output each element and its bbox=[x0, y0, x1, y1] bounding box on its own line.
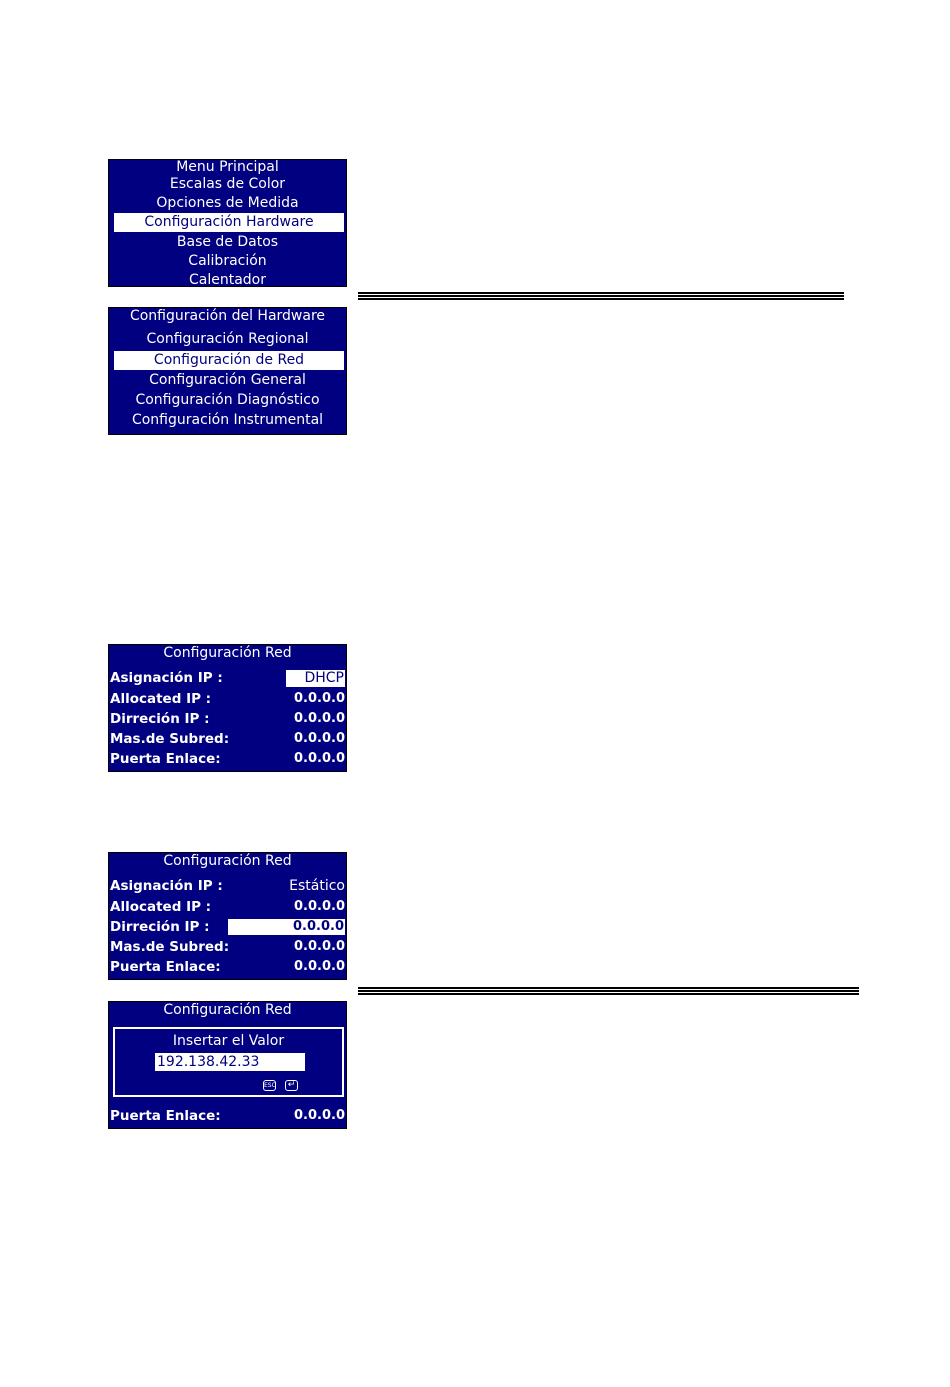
ip-assignment-value[interactable]: Estático bbox=[289, 878, 345, 894]
row-label: Puerta Enlace: bbox=[110, 1108, 221, 1124]
row-puerta-enlace[interactable] bbox=[110, 749, 345, 769]
row-label: Dirreción IP : bbox=[110, 919, 210, 935]
row-label: Puerta Enlace: bbox=[110, 751, 221, 767]
ip-assignment-value[interactable]: DHCP bbox=[286, 670, 345, 687]
row-label: Mas.de Subred: bbox=[110, 731, 230, 747]
row-direccion-ip[interactable] bbox=[110, 917, 345, 937]
row-value: 0.0.0.0 bbox=[294, 1108, 345, 1123]
row-allocated-ip[interactable] bbox=[110, 897, 345, 917]
ip-address-value[interactable]: 0.0.0.0 bbox=[228, 919, 345, 935]
row-label: Asignación IP : bbox=[110, 670, 223, 686]
screen-title: Configuración del Hardware bbox=[129, 308, 326, 324]
insert-value-dialog bbox=[113, 1027, 344, 1097]
ip-value-input[interactable]: 192.138.42.33 bbox=[155, 1053, 305, 1071]
screen-title: Configuración Red bbox=[163, 645, 292, 661]
row-value: 0.0.0.0 bbox=[294, 751, 345, 766]
row-puerta-enlace[interactable] bbox=[110, 1106, 345, 1126]
menu-item-configuracion-hardware[interactable]: Configuración Hardware bbox=[114, 213, 344, 232]
config-red-static-screen bbox=[108, 852, 347, 980]
row-value: 0.0.0.0 bbox=[294, 939, 345, 954]
row-value: 0.0.0.0 bbox=[294, 691, 345, 706]
row-label: Allocated IP : bbox=[110, 899, 212, 915]
row-label: Mas.de Subred: bbox=[110, 939, 230, 955]
row-value: 0.0.0.0 bbox=[294, 899, 345, 914]
screen-title: Configuración Red bbox=[163, 1002, 292, 1018]
menu-item-configuracion-general[interactable]: Configuración General bbox=[149, 372, 306, 388]
row-allocated-ip[interactable] bbox=[110, 689, 345, 709]
screen-title: Menu Principal bbox=[176, 159, 279, 175]
row-puerta-enlace[interactable] bbox=[110, 957, 345, 977]
menu-principal-screen bbox=[108, 159, 347, 287]
menu-item-configuracion-diagnostico[interactable]: Configuración Diagnóstico bbox=[135, 392, 320, 408]
row-value: 0.0.0.0 bbox=[294, 711, 345, 726]
menu-item-escalas-de-color[interactable]: Escalas de Color bbox=[169, 176, 286, 192]
row-asignacion-ip[interactable] bbox=[110, 668, 345, 688]
menu-item-base-de-datos[interactable]: Base de Datos bbox=[176, 234, 279, 250]
row-label: Dirreción IP : bbox=[110, 711, 210, 727]
config-red-dhcp-screen bbox=[108, 644, 347, 772]
menu-item-configuracion-instrumental[interactable]: Configuración Instrumental bbox=[131, 412, 324, 428]
divider-rule bbox=[358, 292, 844, 300]
menu-item-calentador[interactable]: Calentador bbox=[188, 272, 266, 287]
menu-item-configuracion-de-red[interactable]: Configuración de Red bbox=[114, 351, 344, 370]
row-value: 0.0.0.0 bbox=[294, 959, 345, 974]
menu-item-calibracion[interactable]: Calibración bbox=[188, 253, 267, 269]
dialog-title: Insertar el Valor bbox=[172, 1033, 285, 1049]
config-hardware-screen bbox=[108, 307, 347, 435]
row-value: 0.0.0.0 bbox=[294, 731, 345, 746]
menu-item-opciones-de-medida[interactable]: Opciones de Medida bbox=[156, 195, 299, 211]
menu-item-configuracion-regional[interactable]: Configuración Regional bbox=[146, 331, 309, 347]
row-mascara-subred[interactable] bbox=[110, 729, 345, 749]
config-red-input-screen bbox=[108, 1001, 347, 1129]
row-label: Allocated IP : bbox=[110, 691, 212, 707]
row-label: Puerta Enlace: bbox=[110, 959, 221, 975]
row-direccion-ip[interactable] bbox=[110, 709, 345, 729]
esc-button[interactable]: ESC bbox=[264, 1082, 276, 1089]
row-mascara-subred[interactable] bbox=[110, 937, 345, 957]
row-label: Asignación IP : bbox=[110, 878, 223, 894]
enter-button[interactable]: ↵ bbox=[285, 1080, 298, 1091]
divider-rule bbox=[358, 987, 859, 995]
screen-title: Configuración Red bbox=[163, 853, 292, 869]
row-asignacion-ip[interactable] bbox=[110, 876, 345, 896]
